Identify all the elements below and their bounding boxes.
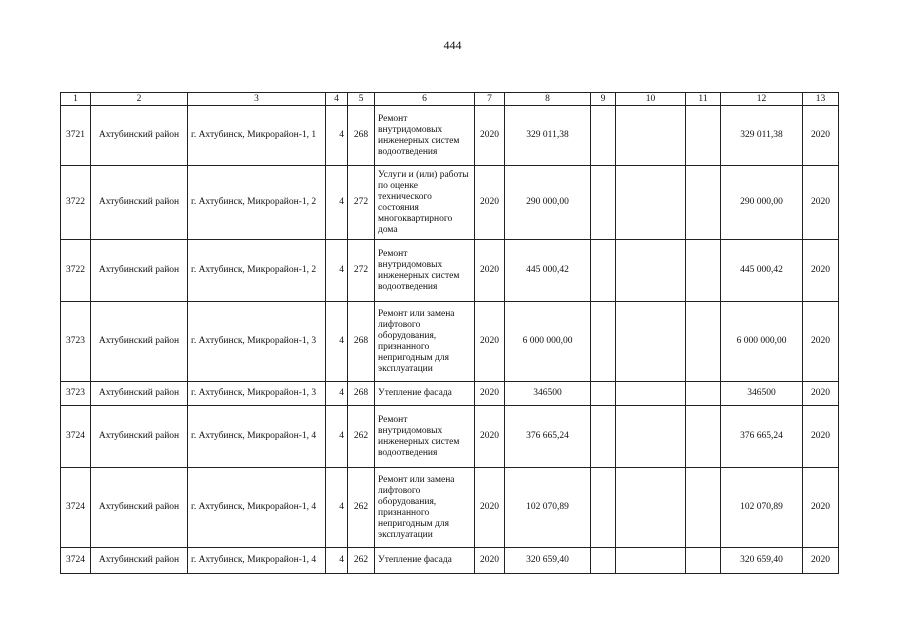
cell-record-number: 3724 (61, 548, 91, 574)
cell-entrances-id: 262 (348, 548, 375, 574)
cell-col-10 (616, 468, 686, 548)
cell-work-type: Утепление фасада (375, 382, 475, 406)
cell-address: г. Ахтубинск, Микрорайон-1, 2 (188, 166, 326, 240)
cell-address: г. Ахтубинск, Микрорайон-1, 3 (188, 302, 326, 382)
table-row (61, 548, 839, 574)
cell-col-9 (591, 468, 616, 548)
cell-col-11 (686, 166, 721, 240)
cell-col-11 (686, 382, 721, 406)
cell-total-cost: 445 000,42 (721, 240, 803, 302)
cell-col-10 (616, 302, 686, 382)
table-row (61, 382, 839, 406)
column-header-7: 7 (475, 93, 505, 106)
cell-total-cost: 346500 (721, 382, 803, 406)
cell-col-9 (591, 166, 616, 240)
column-header-8: 8 (505, 93, 591, 106)
page-number: 444 (443, 38, 462, 52)
cell-record-number: 3721 (61, 106, 91, 166)
cell-completion-year: 2020 (803, 166, 839, 240)
cell-work-type: Ремонт внутридомовых инженерных систем водоотведения (375, 106, 475, 166)
cell-floors: 4 (326, 548, 348, 574)
cell-floors: 4 (326, 468, 348, 548)
cell-col-10 (616, 406, 686, 468)
cell-cost: 346500 (505, 382, 591, 406)
cell-col-9 (591, 406, 616, 468)
cell-record-number: 3723 (61, 382, 91, 406)
column-number-row (61, 93, 839, 106)
cell-floors: 4 (326, 382, 348, 406)
table-row (61, 240, 839, 302)
table-row (61, 106, 839, 166)
cell-district: Ахтубинский район (91, 240, 188, 302)
column-header-5: 5 (348, 93, 375, 106)
column-header-11: 11 (686, 93, 721, 106)
cell-entrances-id: 272 (348, 166, 375, 240)
cell-col-9 (591, 302, 616, 382)
cell-address: г. Ахтубинск, Микрорайон-1, 3 (188, 382, 326, 406)
cell-work-type: Ремонт или замена лифтового оборудования, признанного непригодным для эксплуатации (375, 302, 475, 382)
cell-col-11 (686, 240, 721, 302)
cell-record-number: 3722 (61, 240, 91, 302)
column-header-6: 6 (375, 93, 475, 106)
table-row (61, 302, 839, 382)
cell-col-11 (686, 548, 721, 574)
cell-address: г. Ахтубинск, Микрорайон-1, 2 (188, 240, 326, 302)
cell-entrances-id: 262 (348, 406, 375, 468)
cell-entrances-id: 262 (348, 468, 375, 548)
column-header-2: 2 (91, 93, 188, 106)
cell-year: 2020 (475, 382, 505, 406)
cell-address: г. Ахтубинск, Микрорайон-1, 4 (188, 406, 326, 468)
cell-completion-year: 2020 (803, 548, 839, 574)
cell-district: Ахтубинский район (91, 302, 188, 382)
cell-completion-year: 2020 (803, 106, 839, 166)
cell-record-number: 3722 (61, 166, 91, 240)
cell-completion-year: 2020 (803, 406, 839, 468)
cell-completion-year: 2020 (803, 382, 839, 406)
cell-cost: 329 011,38 (505, 106, 591, 166)
column-header-10: 10 (616, 93, 686, 106)
cell-total-cost: 6 000 000,00 (721, 302, 803, 382)
cell-floors: 4 (326, 302, 348, 382)
table-row (61, 166, 839, 240)
cell-completion-year: 2020 (803, 302, 839, 382)
cell-col-10 (616, 166, 686, 240)
cell-total-cost: 329 011,38 (721, 106, 803, 166)
cell-col-11 (686, 406, 721, 468)
cell-col-10 (616, 106, 686, 166)
cell-district: Ахтубинский район (91, 106, 188, 166)
column-header-3: 3 (188, 93, 326, 106)
cell-col-9 (591, 106, 616, 166)
column-header-1: 1 (61, 93, 91, 106)
column-header-13: 13 (803, 93, 839, 106)
column-header-4: 4 (326, 93, 348, 106)
cell-entrances-id: 268 (348, 106, 375, 166)
cell-district: Ахтубинский район (91, 548, 188, 574)
cell-col-11 (686, 106, 721, 166)
cell-completion-year: 2020 (803, 240, 839, 302)
column-header-12: 12 (721, 93, 803, 106)
cell-cost: 320 659,40 (505, 548, 591, 574)
cell-floors: 4 (326, 406, 348, 468)
cell-entrances-id: 268 (348, 382, 375, 406)
table-body (61, 106, 839, 574)
cell-completion-year: 2020 (803, 468, 839, 548)
cell-entrances-id: 272 (348, 240, 375, 302)
cell-cost: 290 000,00 (505, 166, 591, 240)
cell-year: 2020 (475, 240, 505, 302)
cell-year: 2020 (475, 468, 505, 548)
cell-col-11 (686, 302, 721, 382)
cell-address: г. Ахтубинск, Микрорайон-1, 4 (188, 548, 326, 574)
cell-work-type: Ремонт внутридомовых инженерных систем водоотведения (375, 240, 475, 302)
cell-year: 2020 (475, 548, 505, 574)
cell-year: 2020 (475, 166, 505, 240)
cell-district: Ахтубинский район (91, 406, 188, 468)
cell-address: г. Ахтубинск, Микрорайон-1, 1 (188, 106, 326, 166)
cell-work-type: Услуги и (или) работы по оценке технического состояния многоквартирного дома (375, 166, 475, 240)
cell-col-9 (591, 548, 616, 574)
cell-district: Ахтубинский район (91, 382, 188, 406)
cell-col-10 (616, 240, 686, 302)
table-row (61, 468, 839, 548)
cell-district: Ахтубинский район (91, 166, 188, 240)
cell-address: г. Ахтубинск, Микрорайон-1, 4 (188, 468, 326, 548)
cell-total-cost: 102 070,89 (721, 468, 803, 548)
cell-work-type: Ремонт внутридомовых инженерных систем водоотведения (375, 406, 475, 468)
cell-record-number: 3724 (61, 468, 91, 548)
cell-total-cost: 290 000,00 (721, 166, 803, 240)
cell-col-10 (616, 382, 686, 406)
cell-floors: 4 (326, 166, 348, 240)
cell-record-number: 3723 (61, 302, 91, 382)
column-header-9: 9 (591, 93, 616, 106)
cell-floors: 4 (326, 106, 348, 166)
repair-program-table (60, 92, 839, 574)
cell-col-9 (591, 382, 616, 406)
cell-year: 2020 (475, 106, 505, 166)
cell-col-9 (591, 240, 616, 302)
cell-year: 2020 (475, 406, 505, 468)
cell-floors: 4 (326, 240, 348, 302)
table-row (61, 406, 839, 468)
cell-cost: 102 070,89 (505, 468, 591, 548)
cell-col-10 (616, 548, 686, 574)
cell-cost: 6 000 000,00 (505, 302, 591, 382)
cell-work-type: Ремонт или замена лифтового оборудования, признанного непригодным для эксплуатации (375, 468, 475, 548)
cell-cost: 376 665,24 (505, 406, 591, 468)
cell-cost: 445 000,42 (505, 240, 591, 302)
cell-district: Ахтубинский район (91, 468, 188, 548)
cell-record-number: 3724 (61, 406, 91, 468)
cell-total-cost: 320 659,40 (721, 548, 803, 574)
cell-year: 2020 (475, 302, 505, 382)
cell-entrances-id: 268 (348, 302, 375, 382)
cell-col-11 (686, 468, 721, 548)
cell-total-cost: 376 665,24 (721, 406, 803, 468)
cell-work-type: Утепление фасада (375, 548, 475, 574)
